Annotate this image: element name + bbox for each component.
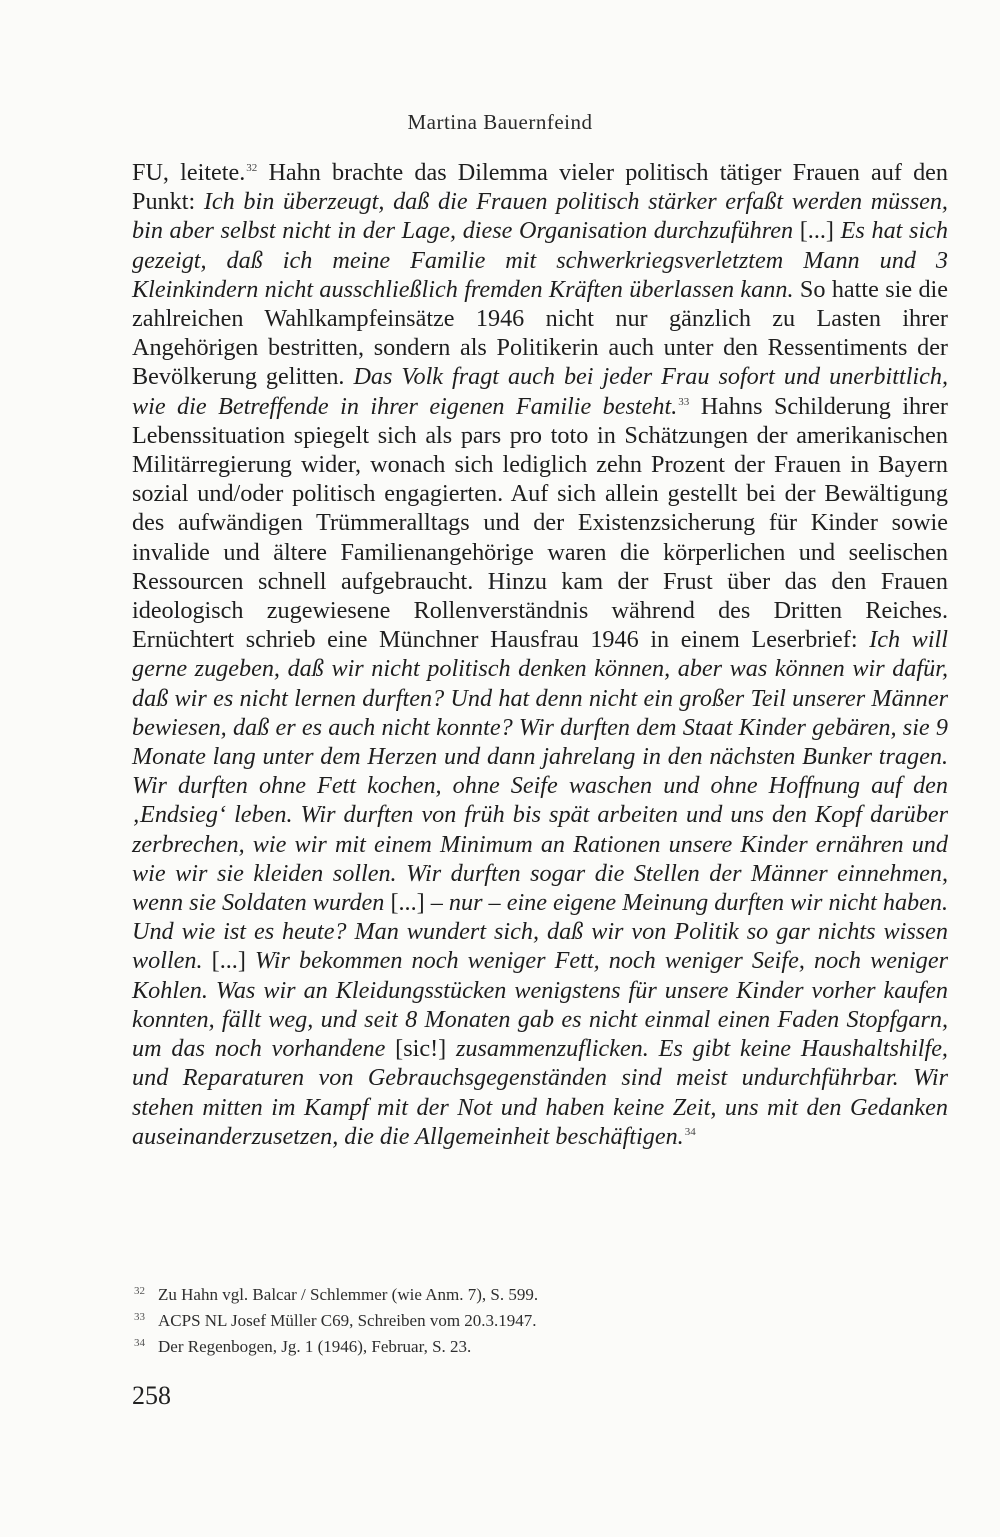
quote-segment: Das Volk fragt auch bei jeder Frau sofort und unerbittlich, wie die Betreffende in ihrer eigenen Familie besteht. [132, 363, 949, 420]
quote-segment: Ich bin überzeugt, daß die Frauen politisch stärker erfaßt werden müssen, bin aber selbst nicht in der Lage, diese Organisation durchzuführen [132, 188, 948, 245]
text-segment: So hatte sie die zahlreichen Wahlkampfeinsätze 1946 nicht nur gänzlich zu Lasten ihrer Angehörigen bestritten, sondern als Politikerin auch unter den Ressentiments der Bevölkerung gelitten. [132, 275, 949, 391]
quote-segment: Wir bekommen noch weniger Fett, noch weniger Seife, noch weniger Kohlen. Was wir an Kleidungsstücken wenigstens für unsere Kinder vorher kaufen konnten, fällt weg, und seit 8 Monaten gab es nicht einmal einen Faden Stopfgarn, um das noch vorhandene [132, 947, 949, 1063]
text-segment: Hahn brachte das Dilemma vieler politisch tätiger Frauen auf den Punkt: [132, 159, 948, 216]
main-paragraph [132, 158, 948, 1151]
running-header-author: Martina Bauernfeind [407, 110, 593, 134]
footnote-ref-32[interactable]: 32 [246, 161, 258, 174]
footnote-number: 34 [134, 1337, 145, 1349]
footnote-33 [132, 1308, 948, 1334]
text-segment: Hahns Schilderung ihrer Lebenssituation spiegelt sich als pars pro toto in Schätzungen der amerikanischen Militärregierung wider, wonach sich lediglich zehn Prozent der Frauen in Bayern sozial und/oder politisch engagierten. Auf sich allein gestellt bei der Bewältigung des aufwändigen Trümmeralltags und der Existenzsicherung für Kinder sowie invalide und ältere Familienangehörige waren die körperlichen und seelischen Ressourcen schnell aufgebraucht. Hinzu kam der Frust über das den Frauen ideologisch zugewiesene Rollenverständnis während des Dritten Reiches. Ernüchtert schrieb eine Münchner Hausfrau 1946 in einem Leserbrief: [132, 392, 948, 654]
quote-segment: Es hat sich gezeigt, daß ich meine Familie mit schwerkriegsverletztem Mann und 3 Kleinkindern nicht ausschließlich fremden Kräften überlassen kann. [132, 217, 948, 303]
quote-segment: eine eigene Meinung durften wir nicht haben. Und wie ist es heute? Man wundert sich, daß wir von Politik so gar nichts wissen wollen. [132, 889, 949, 975]
footnote-ref-33[interactable]: 33 [678, 395, 690, 408]
footnote-32 [132, 1282, 948, 1308]
footnote-text: Zu Hahn vgl. Balcar / Schlemmer (wie Anm. 7), S. 599. [158, 1285, 539, 1304]
footnote-ref-34[interactable]: 34 [684, 1125, 696, 1138]
footnote-number: 32 [134, 1285, 145, 1297]
footnote-text: Der Regenbogen, Jg. 1 (1946), Februar, S. 23. [158, 1337, 472, 1356]
quote-segment: zusammenzuflicken. Es gibt keine Haushaltshilfe, und Reparaturen von Gebrauchsgegenständen sind meist undurchführbar. Wir stehen mitten im Kampf mit der Not und haben keine Zeit, uns mit den Gedanken auseinanderzusetzen, die die Allgemeinheit beschäftigen. [132, 1035, 948, 1150]
footnote-number: 33 [134, 1311, 145, 1323]
text-segment: – [482, 889, 507, 917]
text-segment: [...] [202, 947, 255, 975]
text-segment: FU, leitete. [132, 159, 246, 186]
quote-segment: nur [448, 889, 483, 917]
quote-segment: Ich will gerne zugeben, daß wir nicht politisch denken können, aber was können wir dafür, daß wir es nicht lernen durften? Und hat denn nicht ein großer Teil unserer Männer bewiesen, daß er es auch nicht konnte? Wir durften dem Staat Kinder gebären, sie 9 Monate lang unter dem Herzen und dann jahrelang in den nächsten Bunker tragen. Wir durften ohne Fett kochen, ohne Seife waschen und ohne Hoffnung auf den ‚Endsieg‘ leben. Wir durften von früh bis spät arbeiten und uns den Kopf darüber zerbrechen, wie wir mit einem Minimum an Rationen unsere Kinder ernähren und wie wir sie kleiden sollen. Wir durften sogar die Stellen der Männer einnehmen, wenn sie Soldaten wurden [132, 626, 948, 917]
text-segment: [sic!] [385, 1035, 456, 1063]
page-number: 258 [132, 1381, 171, 1410]
text-segment: [...] – [384, 889, 449, 917]
footnote-text: ACPS NL Josef Müller C69, Schreiben vom 20.3.1947. [158, 1311, 537, 1330]
footnote-34 [132, 1334, 948, 1360]
text-segment: [...] [793, 217, 841, 245]
footnotes [132, 1282, 948, 1360]
